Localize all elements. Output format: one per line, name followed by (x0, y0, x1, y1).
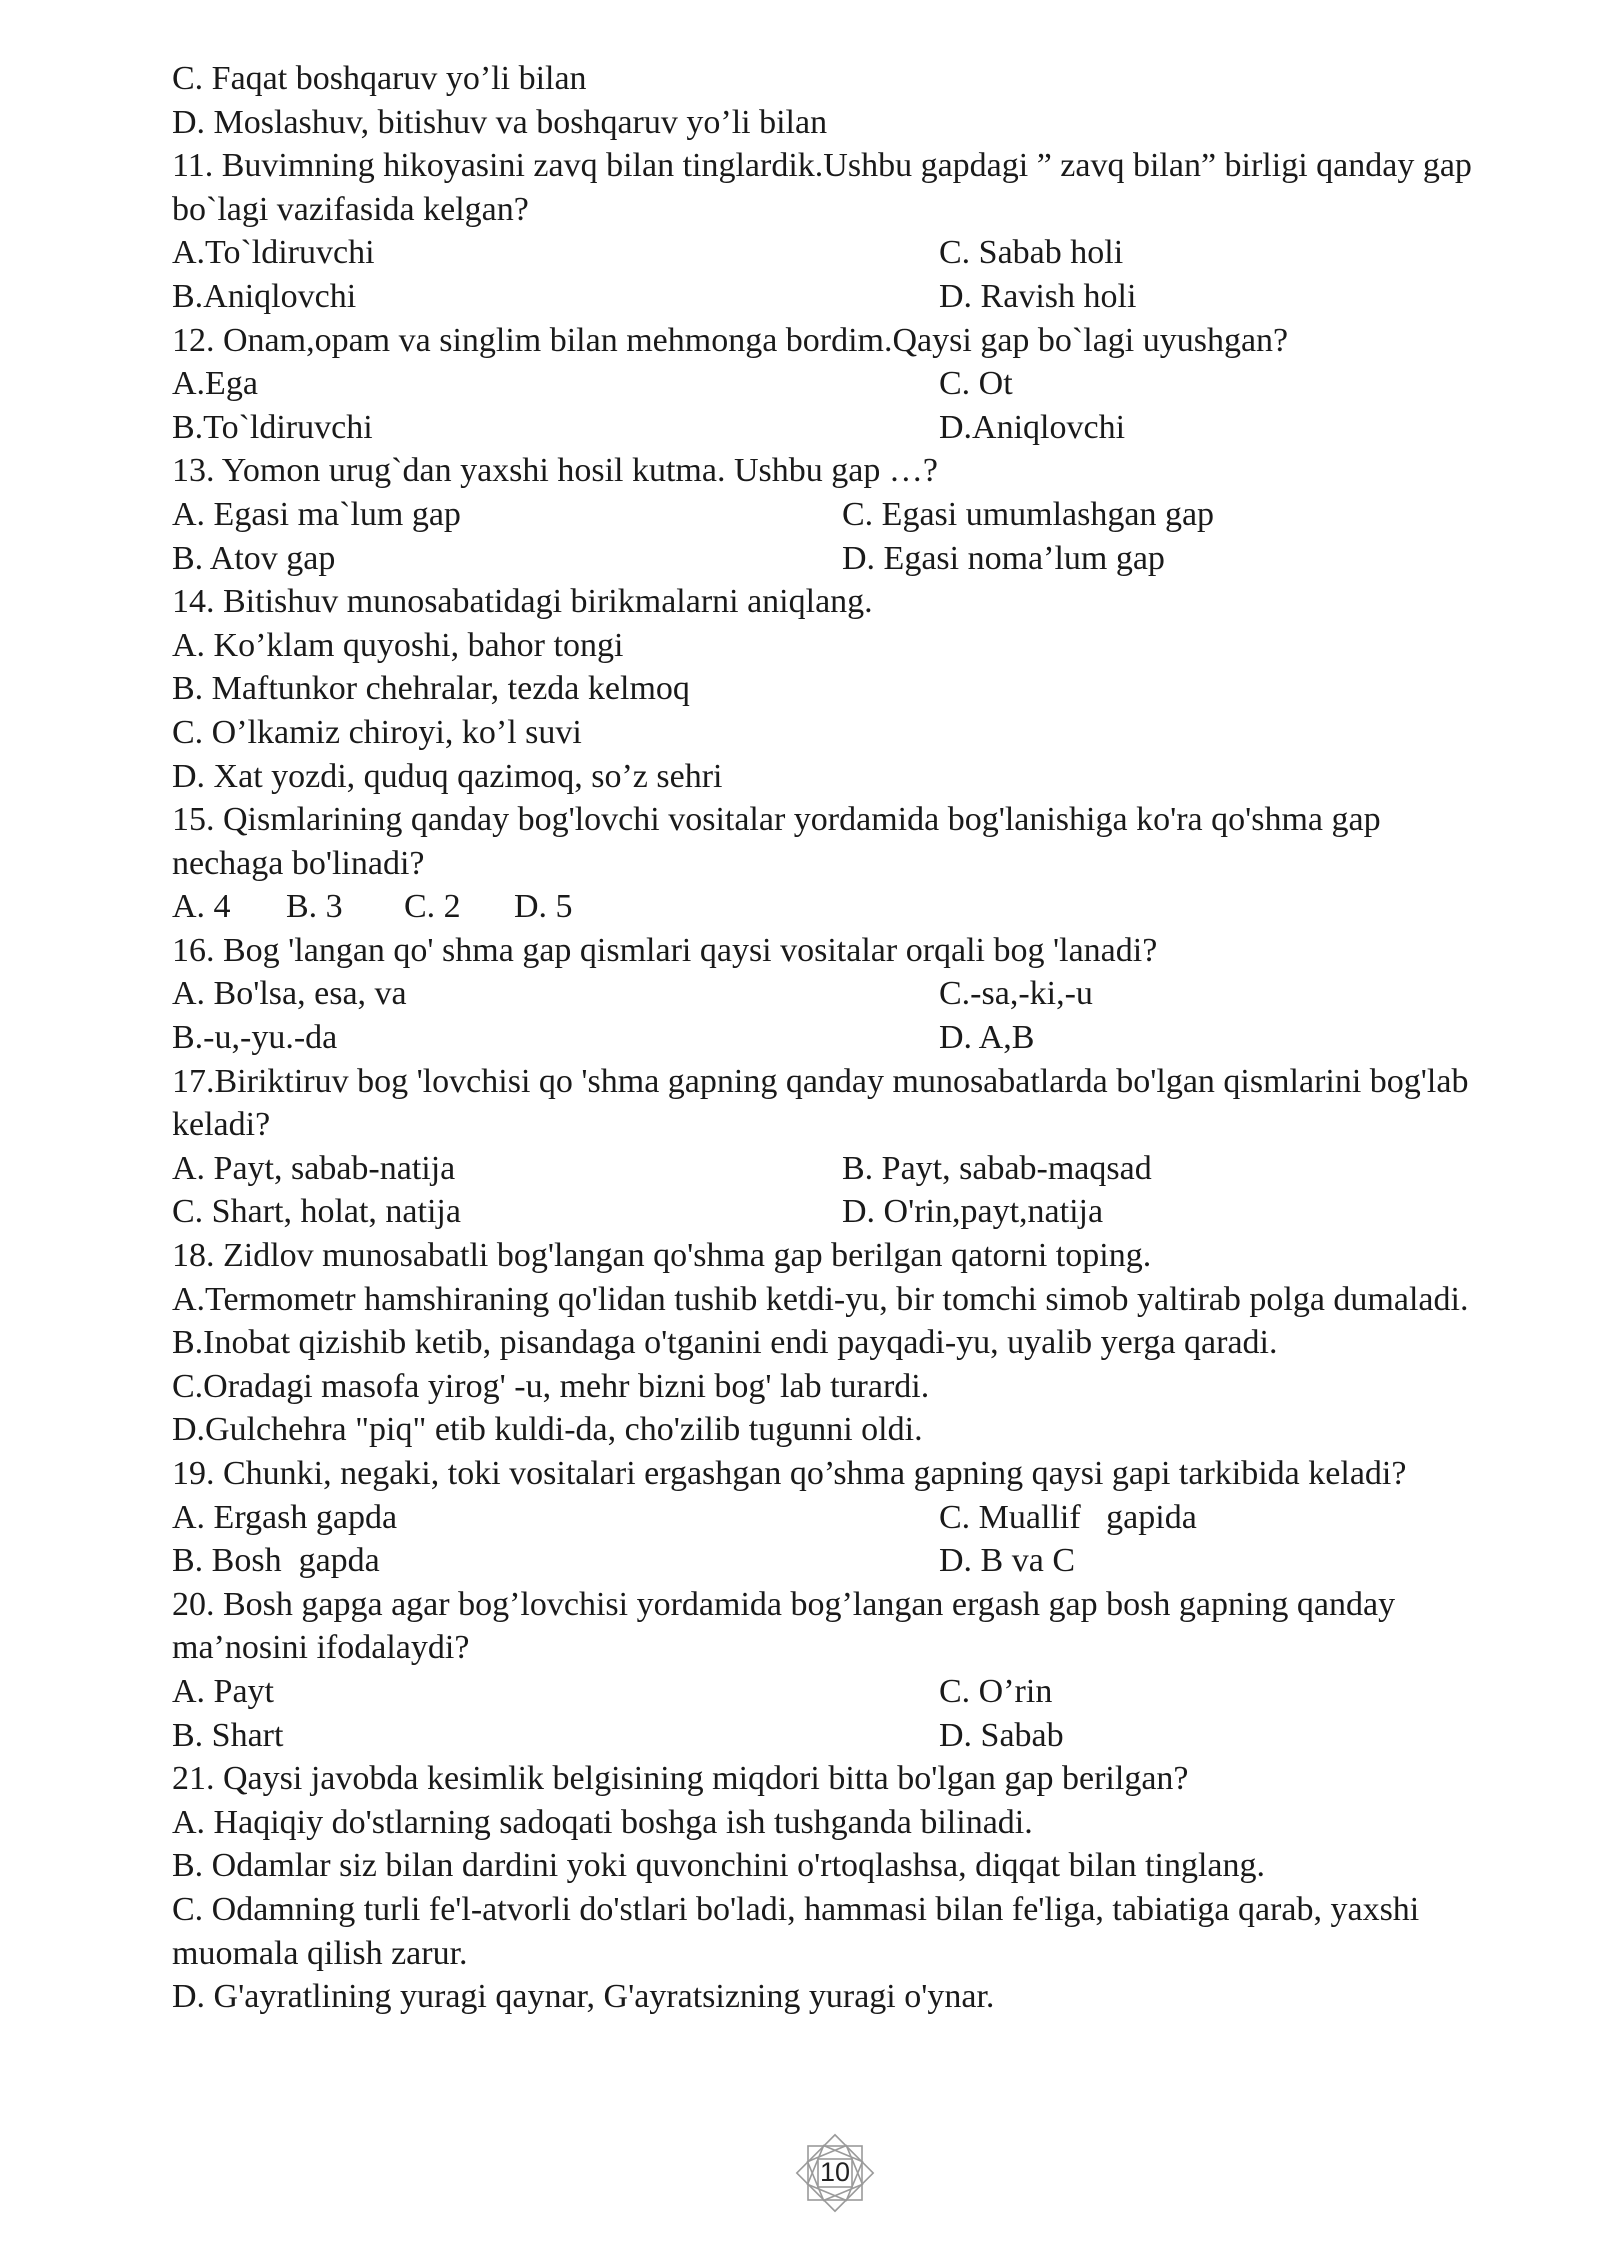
options-row (172, 885, 1472, 929)
option-a: A. Egasi ma`lum gap (172, 495, 461, 533)
options-row (172, 406, 1472, 450)
option-a: A. Ergash gapda (172, 1498, 398, 1536)
question-21: 21. Qaysi javobda kesimlik belgisining miqdori bitta bo'lgan gap berilgan? (172, 1760, 1189, 1798)
option-b: B. Atov gap (172, 539, 336, 577)
option-c: C. O’rin (939, 1672, 1053, 1710)
option-d: D. 5 (514, 888, 573, 926)
option-d: D. Xat yozdi, quduq qazimoq, so’z sehri (172, 757, 723, 795)
option-c: C. Muallif gapida (939, 1498, 1197, 1536)
option-line: D. Moslashuv, bitishuv va boshqaruv yo’li bilan (172, 103, 828, 141)
options-row (172, 231, 1472, 275)
option-d: D. Ravish holi (939, 277, 1137, 315)
option-a: A.Termometr hamshiraning qo'lidan tushib ketdi-yu, bir tomchi simob yaltirab polga dumaladi. (172, 1280, 1469, 1318)
option-b: B. 3 (286, 888, 343, 926)
option-a: A. Payt, sabab-natija (172, 1149, 456, 1187)
option-c: C. 2 (404, 888, 461, 926)
question-17: 17.Biriktiruv bog 'lovchisi qo 'shma gapning qanday munosabatlarda bo'lgan qismlarini bog'lab keladi? (172, 1062, 1469, 1144)
options-row (172, 1496, 1472, 1540)
option-b: B. Maftunkor chehralar, tezda kelmoq (172, 670, 690, 708)
option-a: A. Haqiqiy do'stlarning sadoqati boshga ish tushganda bilinadi. (172, 1803, 1033, 1841)
option-c: C. O’lkamiz chiroyi, ko’l suvi (172, 713, 582, 751)
options-row (172, 493, 1472, 537)
option-d: D. O'rin,payt,natija (842, 1193, 1104, 1231)
options-row (172, 1147, 1472, 1191)
option-line: C. Faqat boshqaruv yo’li bilan (172, 60, 587, 97)
option-d: D. B va C (939, 1542, 1075, 1580)
question-12: 12. Onam,opam va singlim bilan mehmonga bordim.Qaysi gap bo`lagi uyushgan? (172, 321, 1289, 359)
option-c: C.-sa,-ki,-u (939, 975, 1093, 1013)
option-a: A. Ko’klam quyoshi, bahor tongi (172, 626, 624, 664)
question-13: 13. Yomon urug`dan yaxshi hosil kutma. Ushbu gap …? (172, 452, 938, 490)
option-b: B. Shart (172, 1716, 284, 1754)
options-row (172, 537, 1472, 581)
page-number: 10 (819, 2157, 851, 2187)
option-b: B. Odamlar siz bilan dardini yoki quvonchini o'rtoqlashsa, diqqat bilan tinglang. (172, 1847, 1265, 1885)
question-15: 15. Qismlarining qanday bog'lovchi vositalar yordamida bog'lanishiga ko'ra qo'shma gap nechaga bo'linadi? (172, 801, 1381, 882)
option-b: B. Payt, sabab-maqsad (842, 1149, 1152, 1187)
options-row (172, 362, 1472, 406)
option-b: B.Aniqlovchi (172, 277, 357, 315)
question-11: 11. Buvimning hikoyasini zavq bilan tinglardik.Ushbu gapdagi ” zavq bilan” birligi qanday gap bo`lagi vazifasida kelgan? (172, 147, 1472, 228)
question-20: 20. Bosh gapga agar bog’lovchisi yordamida bog’langan ergash gap bosh gapning qanday ma’nosini ifodalaydi? (172, 1585, 1396, 1667)
option-d: D. G'ayratlining yuragi qaynar, G'ayratsizning yuragi o'ynar. (172, 1978, 995, 2016)
option-b: B.Inobat qizishib ketib, pisandaga o'tganini endi payqadi-yu, uyalib yerga qaradi. (172, 1324, 1278, 1362)
option-c: C. Egasi umumlashgan gap (842, 495, 1215, 533)
option-c: C. Sabab holi (939, 234, 1124, 272)
question-16: 16. Bog 'langan qo' shma gap qismlari qaysi vositalar orqali bog 'lanadi? (172, 931, 1158, 969)
options-row (172, 275, 1472, 319)
option-c: C. Ot (939, 365, 1013, 403)
option-d: D. Sabab (939, 1716, 1064, 1754)
options-row (172, 972, 1472, 1016)
document-page (172, 57, 1472, 2019)
option-a: A. Payt (172, 1672, 274, 1710)
option-b: B.To`ldiruvchi (172, 408, 373, 446)
options-row (172, 1016, 1472, 1060)
options-row (172, 1670, 1472, 1714)
option-a: A.Ega (172, 365, 258, 403)
option-d: D.Gulchehra "piq" etib kuldi-da, cho'zilib tugunni oldi. (172, 1411, 923, 1449)
option-c: C. Shart, holat, natija (172, 1193, 461, 1231)
options-row (172, 1190, 1472, 1234)
option-d: D. Egasi noma’lum gap (842, 539, 1165, 577)
option-b: B.-u,-yu.-da (172, 1019, 338, 1057)
options-row (172, 1714, 1472, 1758)
question-19: 19. Chunki, negaki, toki vositalari ergashgan qo’shma gapning qaysi gapi tarkibida keladi? (172, 1455, 1407, 1492)
option-a: A. Bo'lsa, esa, va (172, 975, 407, 1013)
option-b: B. Bosh gapda (172, 1542, 380, 1580)
options-row (172, 1539, 1472, 1583)
option-d: D.Aniqlovchi (939, 408, 1126, 446)
question-18: 18. Zidlov munosabatli bog'langan qo'shma gap berilgan qatorni toping. (172, 1237, 1152, 1275)
option-a: A.To`ldiruvchi (172, 234, 375, 272)
option-a: A. 4 (172, 888, 231, 926)
option-d: D. A,B (939, 1019, 1035, 1057)
question-14: 14. Bitishuv munosabatidagi birikmalarni aniqlang. (172, 583, 873, 621)
option-c: C.Oradagi masofa yirog' -u, mehr bizni bog' lab turardi. (172, 1367, 930, 1405)
page-number-ornament (790, 2133, 880, 2213)
option-c: C. Odamning turli fe'l-atvorli do'stlari bo'ladi, hammasi bilan fe'liga, tabiatiga qarab, yaxshi muomala qilish zarur. (172, 1890, 1420, 1972)
